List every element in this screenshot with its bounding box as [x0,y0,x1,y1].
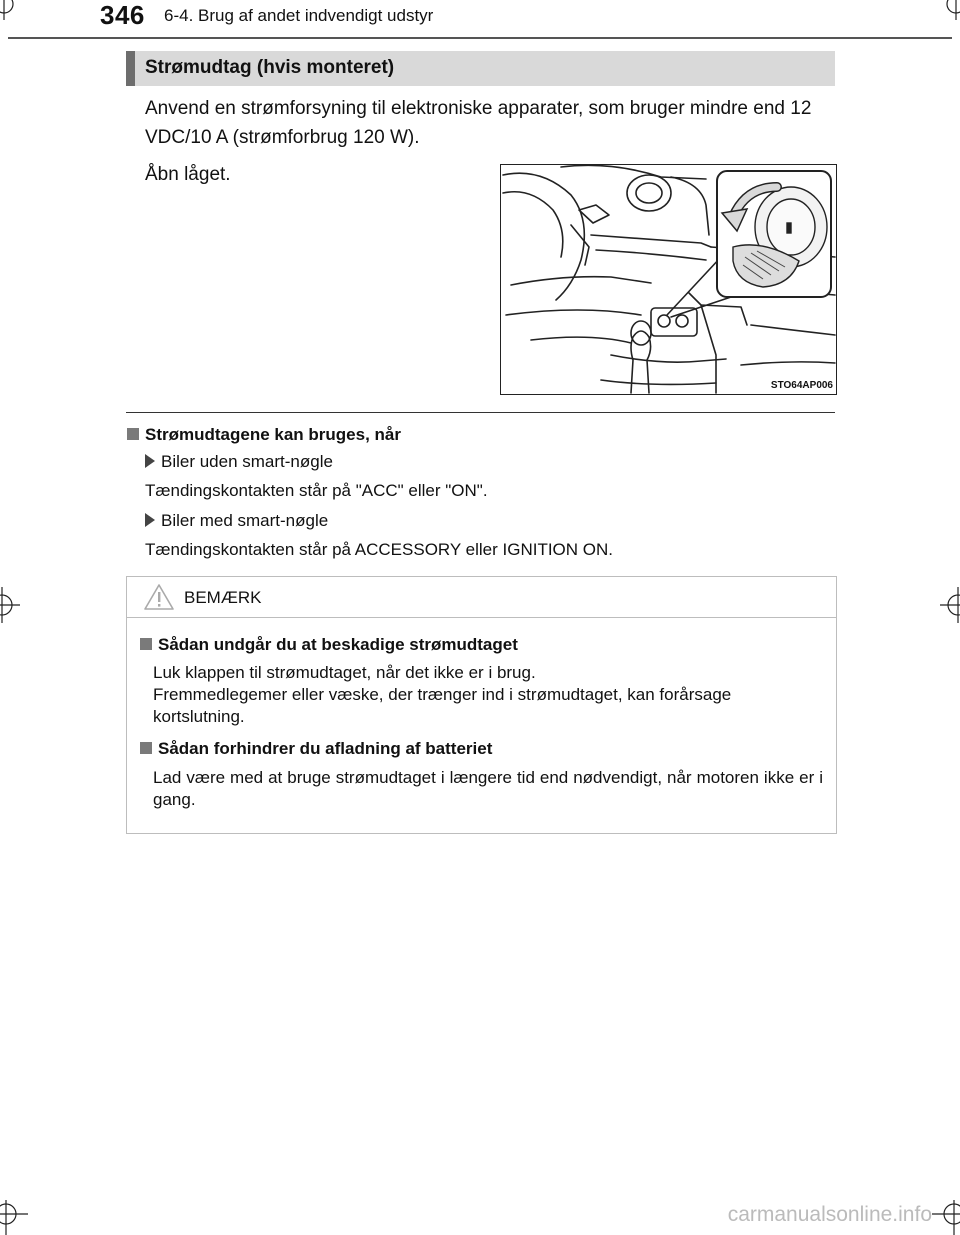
notice-item-2-line-1: Lad være med at bruge strømudtaget i længere tid end nødvendigt, når motoren ikke er i gang. [153,768,823,809]
usage-heading [127,425,401,445]
notice-title: BEMÆRK [184,588,262,607]
crop-mark-bottom-left-icon [0,1200,30,1235]
page-number: 346 [100,0,145,30]
notice-header [127,577,836,618]
dashboard-drawing [501,165,836,394]
section-divider [126,412,835,413]
step-open-lid: Åbn låget. [145,164,231,185]
triangle-bullet-icon [145,454,155,468]
section-title: Strømudtag (hvis monteret) [145,57,395,78]
crop-mark-top-left-icon [0,0,22,22]
section-intro: Anvend en strømforsyning til elektroniske apparater, som bruger mindre end 12 VDC/10 A (strømforbrug 120 W). [145,98,812,148]
square-bullet-icon [127,428,139,440]
usage-bullet-1 [145,452,333,472]
square-bullet-icon [140,742,152,754]
usage-condition-2: Tændingskontakten står på ACCESSORY eller IGNITION ON. [145,540,613,559]
crop-mark-right-icon [938,585,960,625]
notice-item-1-line-2: Fremmedlegemer eller væske, der trænger ind i strømudtaget, kan forårsage kortslutning. [153,685,732,726]
crop-mark-bottom-right-icon [930,1200,960,1235]
running-title: 6-4. Brug af andet indvendigt udstyr [164,6,434,25]
power-outlet-illustration [500,164,837,395]
notice-item-2-heading [140,739,492,759]
crop-mark-top-right-icon [938,0,960,22]
usage-bullet-2 [145,511,328,531]
usage-bullet-2-text: Biler med smart-nøgle [161,511,329,530]
notice-item-1-line-1: Luk klappen til strømudtaget, når det ikke er i brug. [153,663,536,682]
figure-code: STO64AP006 [770,380,833,391]
watermark: carmanualsonline.info [727,1203,932,1226]
usage-bullet-1-text: Biler uden smart-nøgle [161,452,333,471]
section-title-accent [126,51,135,86]
usage-condition-1: Tændingskontakten står på "ACC" eller "ON". [145,481,488,500]
square-bullet-icon [140,638,152,650]
header-rule [8,37,952,39]
notice-item-1-heading [140,635,518,655]
notice-item-2-heading-text: Sådan forhindrer du afladning af batteriet [158,739,493,758]
notice-box [126,576,837,834]
section-title-bar [126,51,835,86]
crop-mark-left-icon [0,585,22,625]
triangle-bullet-icon [145,513,155,527]
usage-heading-text: Strømudtagene kan bruges, når [145,425,401,444]
warning-triangle-icon [143,583,175,611]
notice-item-1-heading-text: Sådan undgår du at beskadige strømudtaget [158,635,518,654]
